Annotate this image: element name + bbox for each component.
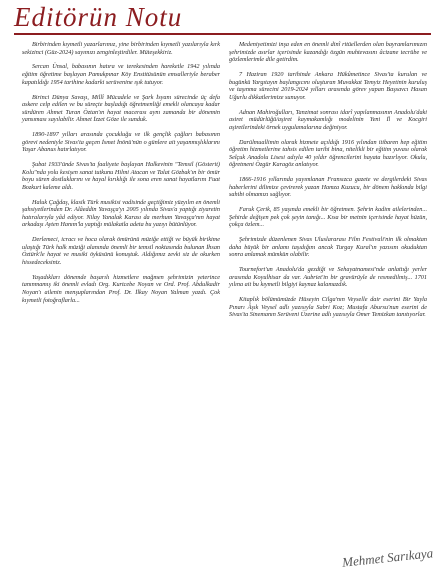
paragraph: Sercan Ünsal, babasının hatıra ve terekesinden hareketle 1942 yılında eğitim öğretime başlayan Pamukpınar Köy Enstitüsünün emsalleriyle beraber kapatıldığı 1954 tarihine kadarki serüvenine ışık tutuyor.	[22, 63, 220, 86]
paragraph: Tournefort'un Anadolu'da gezdiği ve Sehayatnamesi'nde anlattığı yerler arasında Koyulhisar da var. Aubriet'in bir gravürüyle de resmedilmiş... 1701 yılına ait bu kıymetli bilgiyi kaynaz kalamazdık.	[229, 266, 427, 289]
paragraph: Adnan Mahiroğulları, Tanzimat sonrası idarî yapılanmasının Anadolu'daki asiret müdürlüğü/aşiret kaymakamlığı modelinin Yeni İl ve Kocgiri aşiretlerindeki örnek uygulamalarına değiniyor.	[229, 108, 427, 131]
paragraph: 1890-1897 yılları arasında çocukluğu ve ilk gençlik çağları babasının görevi nedeniyle Sivas'ta geçen İsmet İnönü'nün o günlere ait yaşanmışlıklarını Yaşar Abanus hatırlatıyor.	[22, 131, 220, 154]
editor-signature: Mehmet Sarıkaya	[341, 545, 434, 570]
paragraph: Darülmuallimin olarak hizmete açıldığı 1916 yılından itibaren hep eğitim öğretim hizmetlerine tahsis edilen tarihi bina, nitelikli bir eğitim yuvası olarak Selçuk Anadolu Lisesi adıyla 40 yıldır öğrencilerini hayata hazırlıyor. Okulu, öğretmeni Özgür Karagöz anlatıyor.	[229, 138, 427, 169]
paragraph: 7 Haziran 1920 tarihinde Ankara Hükûmetince Sivas'ta kurulan ve bugünkü Yargıtayın başlangıcını oluşturan Muvakkat Temyiz Heyetinin kuruluş ve taşınma sürecini 2019-2024 yılları arasında görev yapan Başsavcı Hasan Uğurlu dikkatlerimize sunuyor.	[229, 71, 427, 101]
paragraph: Birbirinden kıymetli yazarlarımız, yine birbirinden kıymetli yazılarıyla kırk sekizinci (Güz-2024) sayımızı zenginleştirdiler. Müteşekkiriz.	[22, 41, 220, 56]
paragraph: Faruk Çerik, 85 yaşında emekli bir öğretmen. Şehrin kadim ailelerinden... Şehirde değişen pek çok şeyin tanığı... Kısa bir metnin içerisinde hayat hüzün, çokça özlem...	[229, 206, 427, 229]
paragraph: Kitaplık bölümümüzde Hüseyin Cilga'nın Veyselle dair eserini Bir Yayla Pınarı Âşık Veysel adlı yazısıyla Sabri Koz; Mustafa Abursu'nun eserini de Sivas'ta Sinemanın Serüveni Üzerine adlı yazısıyla Ömer Temizkan tanıtıyorlar.	[229, 296, 427, 319]
right-column	[229, 41, 427, 326]
paragraph: Derlemeci, icracı ve hoca olarak ömürünü müziğe ettiği ve büyük birikime ulaştığı Türk halk müziği alanında önemli bir temsil noktasında bulunan İhsan Öztürk'le hayat ve musiki öyküsünü konuştuk. Aldığımız zevki siz de okurken hissedeceksiniz.	[22, 236, 220, 266]
paragraph: Yaşadıkları dönemde başarılı hizmetlere mağmen şehrimizin yeterince tanınmamış iki önemli evladı Org. Kurtcebe Noyan ve Ord. Prof. Abdulkadir Noyan'ı ailenin menşuplarından Prof. Dr. İlkay Noyan Yalman yazdı. Çok kıymetli fotoğraflarla...	[22, 273, 220, 304]
left-column	[22, 41, 220, 311]
paragraph: Şehrimizde düzenlenen Sivas Uluslararası Film Festivali'nin ilk olmaktan daha büyük bir anlamı taşıdığını ancak Turgay Kural'ın yazısını okuduktan sonra anlamak mümkün olabilir.	[229, 236, 427, 259]
paragraph: Birinci Dünya Savaşı, Millî Mücadele ve Şark İsyanı sürecinde üç defa askere celp edilen ve bu süreçte başladığı öğretmenliği emekli olancaya kadar sürdüren Ahmet Turan Öztan'ın hayat macerası aynı zamanda bir dönemin yansıması sayılabilir. Ahmet İzzet Göze ile sunduk.	[22, 93, 220, 124]
title-divider	[14, 33, 431, 35]
page-title: Editörün Notu	[14, 2, 183, 32]
paragraph: 1866-1916 yıllarında yayımlanan Fransızca gazete ve dergilerdeki Sivas haberlerini dilimize çevirerek yazan Hamza Kuzucu, bir dönem hakkında bilgi sahibi olmamızı sağlıyor.	[229, 176, 427, 199]
paragraph: Şubat 1933'ünde Sivas'ta faaliyete başlayan Halkevinin "Temsil (Gösterit) Kolu"nda yolu kesişen sanat tutkunu Hilmi Atacan ve Talat Gözbak'ın bir ömür boyu süren dostluklarını ve hayal kırıklığı ile sona eren sanat hayatlarını Fuat Bozkurt kaleme aldı.	[22, 161, 220, 191]
paragraph: Medeniyetimizi inşa eden en önemli dinî ritüellerden olan bayramlarımızın şehrimizde asırlar içerisinde kazandığı özgün muhtevasını âcizane tecrübe ve gözlemlerimle dile getirdim.	[229, 41, 427, 64]
paragraph: Haluk Çağdaş, klasik Türk musikisi vadisinde geçtiğimiz yüzyılın en önemli şahsiyetlerinden Dr. Alâeddin Yavaşça'yı 2005 yılında Sivas'a yaptığı ziyaretin hatıralarıyla yâd ediyor. Nilay Yanalak Karası da merhum Yavaşça'nın hayat arkadaşı Ayten Hanım'la yaptığı mülakatla adeta bu yazıyı bütünlüyor.	[22, 198, 220, 229]
